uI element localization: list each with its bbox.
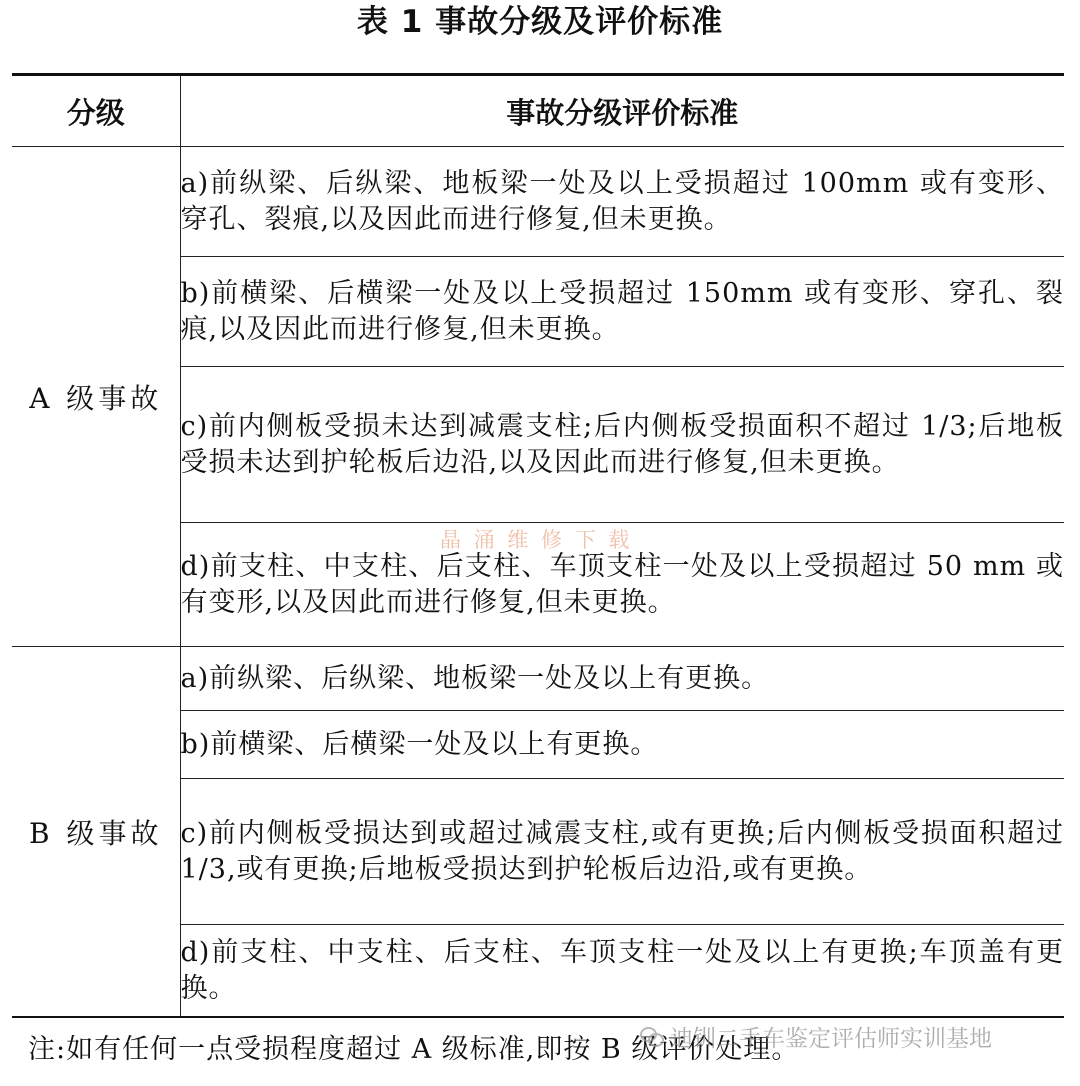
criterion-a-d: d)前支柱、中支柱、后支柱、车顶支柱一处及以上受损超过 50 mm 或有变形,以及因此而进行修复,但未更换。 [180, 523, 1064, 647]
watermark-bottom-text: 迪钏二手车鉴定评估师实训基地 [670, 1026, 992, 1052]
wechat-icon [640, 1027, 664, 1047]
table-title: 表 1 事故分级及评价标准 [356, 4, 724, 40]
criterion-a-a: a)前纵梁、后纵梁、地板梁一处及以上受损超过 100mm 或有变形、穿孔、裂痕,以及因此而进行修复,但未更换。 [180, 147, 1064, 257]
watermark-bottom [640, 1020, 992, 1053]
criterion-a-b: b)前横梁、后横梁一处及以上受损超过 150mm 或有变形、穿孔、裂痕,以及因此而进行修复,但未更换。 [180, 257, 1064, 367]
header-criteria: 事故分级评价标准 [180, 76, 1064, 147]
grade-b-cell: B 级事故 [12, 647, 180, 1017]
table-row [12, 647, 1064, 711]
criterion-b-a: a)前纵梁、后纵梁、地板梁一处及以上有更换。 [180, 647, 1064, 711]
header-row [12, 76, 1064, 147]
table-note: 注:如有任何一点受损程度超过 A 级标准,即按 B 级评价处理。 [28, 1034, 800, 1065]
header-grade: 分级 [12, 76, 180, 147]
criterion-b-b: b)前横梁、后横梁一处及以上有更换。 [180, 711, 1064, 779]
grade-a-cell: A 级事故 [12, 147, 180, 647]
criterion-b-d: d)前支柱、中支柱、后支柱、车顶支柱一处及以上有更换;车顶盖有更换。 [180, 925, 1064, 1017]
table-row [12, 147, 1064, 257]
criterion-a-c: c)前内侧板受损未达到减震支柱;后内侧板受损面积不超过 1/3;后地板受损未达到护轮板后边沿,以及因此而进行修复,但未更换。 [180, 367, 1064, 523]
watermark-top: 晶 涌 维 修 下 载 [440, 528, 633, 552]
bottom-rule [12, 1016, 1064, 1018]
criterion-b-c: c)前内侧板受损达到或超过减震支柱,或有更换;后内侧板受损面积超过 1/3,或有更换;后地板受损达到护轮板后边沿,或有更换。 [180, 779, 1064, 925]
